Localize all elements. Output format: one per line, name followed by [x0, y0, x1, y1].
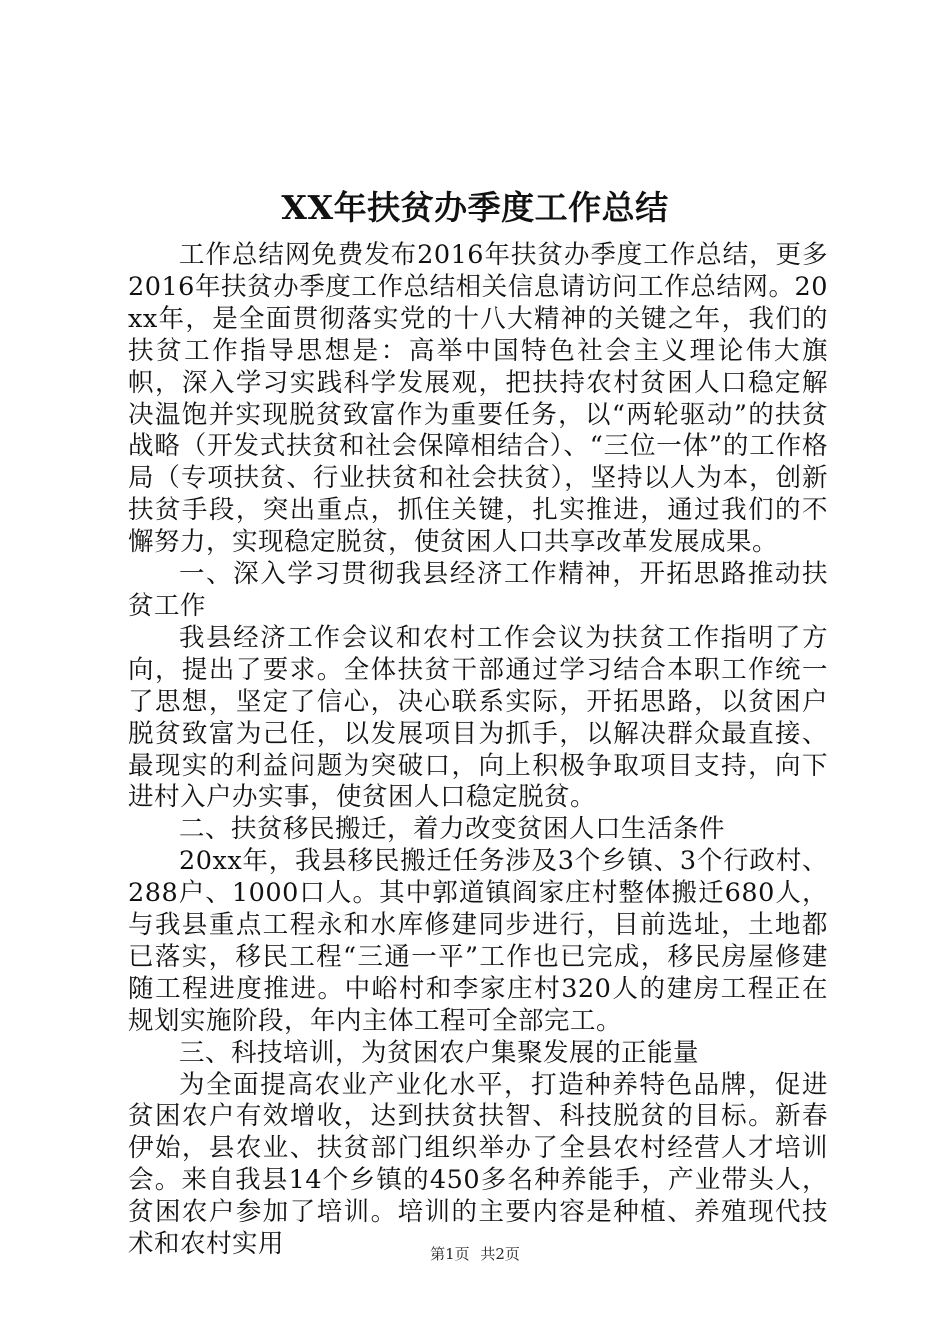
- section-heading-2: 二、扶贫移民搬迁，着力改变贫困人口生活条件: [179, 814, 726, 845]
- page-total: 共2页: [480, 1245, 520, 1263]
- paragraph-intro: 工作总结网免费发布2016年扶贫办季度工作总结，更多2016年扶贫办季度工作总结相关信息请访问工作总结网。20xx年，是全面贯彻落实党的十八大精神的关键之年，我们的扶贫工作指导思想是：高举中国特色社会主义理论伟大旗帜，深入学习实践科学发展观，把扶持农村贫困人口稳定解决温饱并实现脱贫致富作为重要任务，以“两轮驱动”的扶贫战略（开发式扶贫和社会保障相结合）、“三位一体”的工作格局（专项扶贫、行业扶贫和社会扶贫），坚持以人为本，创新扶贫手段，突出重点，抓住关键，扎实推进，通过我们的不懈努力，实现稳定脱贫，使贫困人口共享改革发展成果。: [128, 240, 828, 558]
- document-body: [128, 240, 828, 1261]
- section-heading-3: 三、科技培训，为贫困农户集聚发展的正能量: [179, 1037, 700, 1068]
- paragraph-section-3: 为全面提高农业产业化水平，打造种养特色品牌，促进贫困农户有效增收，达到扶贫扶智、科技脱贫的目标。新春伊始，县农业、扶贫部门组织举办了全县农村经营人才培训会。来自我县14个乡镇的450多名种养能手，产业带头人，贫困农户参加了培训。培训的主要内容是种植、养殖现代技术和农村实用: [128, 1069, 828, 1260]
- document-title: XX年扶贫办季度工作总结: [281, 188, 669, 227]
- paragraph-section-2: 20xx年，我县移民搬迁任务涉及3个乡镇、3个行政村、288户、1000口人。其中郭道镇阎家庄村整体搬迁680人，与我县重点工程永和水库修建同步进行，目前选址，土地都已落实，移民工程“三通一平”工作也已完成，移民房屋修建随工程进度推进。中峪村和李家庄村320人的建房工程正在规划实施阶段，年内主体工程可全部完工。: [128, 846, 828, 1036]
- page-footer: [0, 1243, 950, 1264]
- paragraph-section-1: 我县经济工作会议和农村工作会议为扶贫工作指明了方向，提出了要求。全体扶贫干部通过学习结合本职工作统一了思想，坚定了信心，决心联系实际，开拓思路，以贫困户脱贫致富为己任，以发展项目为抓手，以解决群众最直接、最现实的利益问题为突破口，向上积极争取项目支持，向下进村入户办实事，使贫困人口稳定脱贫。: [128, 622, 828, 813]
- section-heading-1: 一、深入学习贯彻我县经济工作精神，开拓思路推动扶贫工作: [128, 559, 828, 621]
- page-number: 第1页: [430, 1245, 470, 1263]
